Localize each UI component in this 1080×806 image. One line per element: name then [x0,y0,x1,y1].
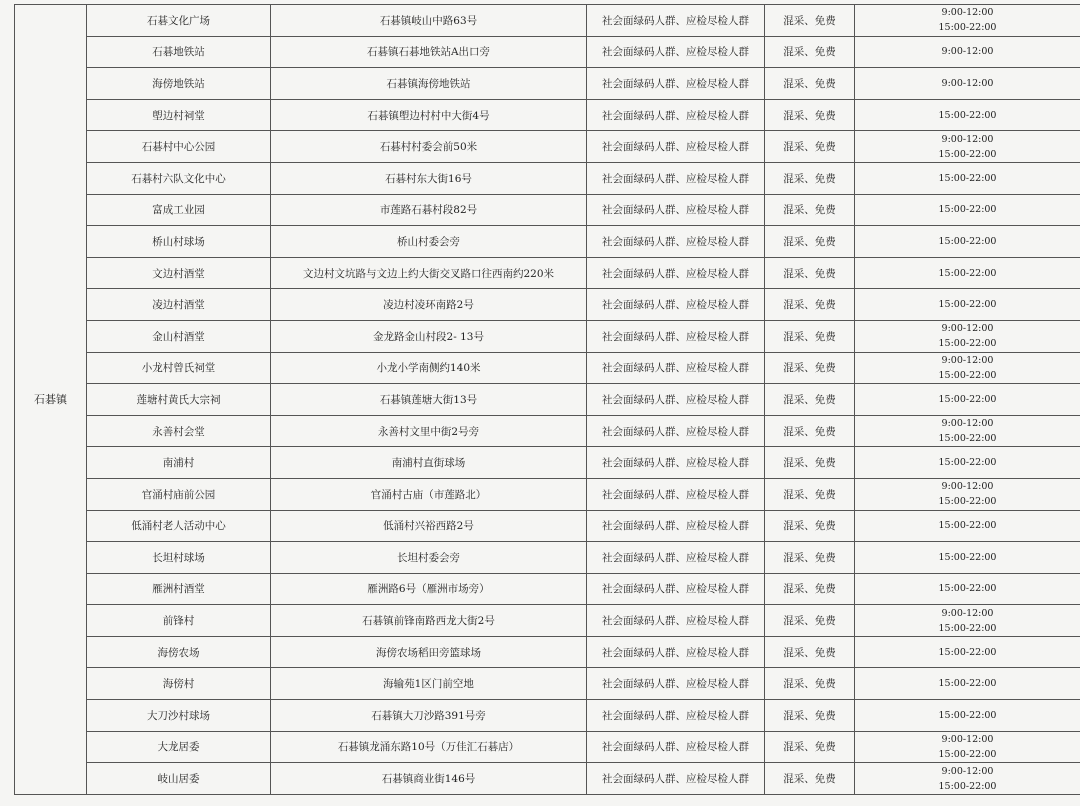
table-row [15,636,1080,668]
target-group-cell: 社会面绿码人群、应检尽检人群 [587,636,765,668]
table-row [15,289,1080,321]
sampling-type-cell: 混采、免费 [765,478,855,510]
time-cell [855,668,1080,700]
sampling-type-cell: 混采、免费 [765,415,855,447]
time-cell [855,257,1080,289]
table-row [15,573,1080,605]
table-row [15,68,1080,100]
time-slot: 9:00-12:00 [941,77,994,89]
time-slot: 9:00-12:00 [941,323,994,335]
site-name-cell: 永善村会堂 [87,415,271,447]
time-slot: 15:00-22:00 [938,433,997,445]
site-name-cell: 岐山居委 [87,763,271,795]
time-slot: 15:00-22:00 [938,299,997,311]
site-name-cell: 海傍地铁站 [87,68,271,100]
time-cell [855,194,1080,226]
time-cell [855,320,1080,352]
time-cell [855,384,1080,416]
site-name-cell: 塱边村祠堂 [87,99,271,131]
address-cell: 雁洲路6号（雁洲市场旁） [271,573,587,605]
sampling-type-cell: 混采、免费 [765,763,855,795]
address-cell: 南浦村直街球场 [271,447,587,479]
target-group-cell: 社会面绿码人群、应检尽检人群 [587,415,765,447]
time-slot: 15:00-22:00 [938,148,997,160]
time-slot: 15:00-22:00 [938,109,997,121]
town-cell: 石碁镇 [15,5,87,795]
target-group-cell: 社会面绿码人群、应检尽检人群 [587,510,765,542]
sampling-type-cell: 混采、免费 [765,320,855,352]
target-group-cell: 社会面绿码人群、应检尽检人群 [587,320,765,352]
table-row [15,700,1080,732]
time-slot: 15:00-22:00 [938,172,997,184]
sampling-type-cell: 混采、免费 [765,99,855,131]
table-row [15,99,1080,131]
site-name-cell: 海傍农场 [87,636,271,668]
table-row [15,320,1080,352]
sampling-type-cell: 混采、免费 [765,636,855,668]
target-group-cell: 社会面绿码人群、应检尽检人群 [587,542,765,574]
address-cell: 石碁镇海傍地铁站 [271,68,587,100]
time-slot: 9:00-12:00 [941,765,994,777]
site-name-cell: 长坦村球场 [87,542,271,574]
site-name-cell: 石碁村中心公园 [87,131,271,163]
target-group-cell: 社会面绿码人群、应检尽检人群 [587,257,765,289]
time-slot: 15:00-22:00 [938,622,997,634]
time-cell [855,700,1080,732]
address-cell: 市莲路石碁村段82号 [271,194,587,226]
time-slot: 15:00-22:00 [938,204,997,216]
target-group-cell: 社会面绿码人群、应检尽检人群 [587,384,765,416]
target-group-cell: 社会面绿码人群、应检尽检人群 [587,605,765,637]
time-slot: 15:00-22:00 [938,267,997,279]
table-row [15,257,1080,289]
target-group-cell: 社会面绿码人群、应检尽检人群 [587,731,765,763]
time-slot: 15:00-22:00 [938,235,997,247]
time-cell [855,36,1080,68]
table-row [15,763,1080,795]
time-slot: 9:00-12:00 [941,733,994,745]
target-group-cell: 社会面绿码人群、应检尽检人群 [587,447,765,479]
sampling-type-cell: 混采、免费 [765,257,855,289]
sampling-type-cell: 混采、免费 [765,510,855,542]
time-slot: 9:00-12:00 [941,607,994,619]
time-cell [855,478,1080,510]
sampling-type-cell: 混采、免费 [765,352,855,384]
target-group-cell: 社会面绿码人群、应检尽检人群 [587,289,765,321]
time-slot: 15:00-22:00 [938,457,997,469]
address-cell: 石碁镇塱边村村中大街4号 [271,99,587,131]
sampling-type-cell: 混采、免费 [765,131,855,163]
target-group-cell: 社会面绿码人群、应检尽检人群 [587,162,765,194]
time-slot: 15:00-22:00 [938,646,997,658]
target-group-cell: 社会面绿码人群、应检尽检人群 [587,700,765,732]
site-name-cell: 石碁文化广场 [87,5,271,37]
address-cell: 石碁镇石碁地铁站A出口旁 [271,36,587,68]
time-cell [855,99,1080,131]
table-row [15,162,1080,194]
table-row [15,447,1080,479]
site-name-cell: 石碁地铁站 [87,36,271,68]
time-slot: 15:00-22:00 [938,369,997,381]
site-name-cell: 凌边村酒堂 [87,289,271,321]
time-slot: 15:00-22:00 [938,338,997,350]
target-group-cell: 社会面绿码人群、应检尽检人群 [587,352,765,384]
target-group-cell: 社会面绿码人群、应检尽检人群 [587,573,765,605]
table-row [15,668,1080,700]
time-slot: 15:00-22:00 [938,748,997,760]
sampling-type-cell: 混采、免费 [765,542,855,574]
testing-sites-table [14,4,1080,795]
address-cell: 海傍农场稻田旁篮球场 [271,636,587,668]
target-group-cell: 社会面绿码人群、应检尽检人群 [587,36,765,68]
address-cell: 石碁镇莲塘大街13号 [271,384,587,416]
sampling-type-cell: 混采、免费 [765,194,855,226]
site-name-cell: 桥山村球场 [87,226,271,258]
time-slot: 15:00-22:00 [938,393,997,405]
time-slot: 9:00-12:00 [941,133,994,145]
table-row [15,226,1080,258]
time-slot: 15:00-22:00 [938,583,997,595]
address-cell: 石碁镇商业街146号 [271,763,587,795]
time-cell [855,352,1080,384]
time-cell [855,68,1080,100]
time-cell [855,605,1080,637]
sampling-type-cell: 混采、免费 [765,289,855,321]
sampling-type-cell: 混采、免费 [765,573,855,605]
table-row [15,415,1080,447]
target-group-cell: 社会面绿码人群、应检尽检人群 [587,5,765,37]
sampling-type-cell: 混采、免费 [765,384,855,416]
time-cell [855,731,1080,763]
time-cell [855,415,1080,447]
address-cell: 文边村文坑路与文边上约大街交叉路口往西南约220米 [271,257,587,289]
time-cell [855,131,1080,163]
site-name-cell: 富成工业园 [87,194,271,226]
sampling-type-cell: 混采、免费 [765,731,855,763]
time-slot: 9:00-12:00 [941,7,994,19]
address-cell: 长坦村委会旁 [271,542,587,574]
time-cell [855,763,1080,795]
site-name-cell: 莲塘村黄氏大宗祠 [87,384,271,416]
site-name-cell: 大刀沙村球场 [87,700,271,732]
time-cell [855,289,1080,321]
site-name-cell: 低涌村老人活动中心 [87,510,271,542]
address-cell: 凌边村凌环南路2号 [271,289,587,321]
site-name-cell: 文边村酒堂 [87,257,271,289]
sampling-type-cell: 混采、免费 [765,162,855,194]
table-row [15,542,1080,574]
target-group-cell: 社会面绿码人群、应检尽检人群 [587,131,765,163]
target-group-cell: 社会面绿码人群、应检尽检人群 [587,668,765,700]
time-slot: 9:00-12:00 [941,481,994,493]
address-cell: 低涌村兴裕西路2号 [271,510,587,542]
target-group-cell: 社会面绿码人群、应检尽检人群 [587,478,765,510]
time-cell [855,510,1080,542]
address-cell: 金龙路金山村段2- 13号 [271,320,587,352]
site-name-cell: 小龙村曾氏祠堂 [87,352,271,384]
time-cell [855,573,1080,605]
target-group-cell: 社会面绿码人群、应检尽检人群 [587,226,765,258]
site-name-cell: 官涌村庙前公园 [87,478,271,510]
address-cell: 石碁村东大街16号 [271,162,587,194]
table-row [15,478,1080,510]
time-slot: 15:00-22:00 [938,709,997,721]
time-slot: 15:00-22:00 [938,520,997,532]
table-row [15,194,1080,226]
table-row [15,384,1080,416]
sampling-type-cell: 混采、免费 [765,68,855,100]
address-cell: 桥山村委会旁 [271,226,587,258]
sampling-type-cell: 混采、免费 [765,226,855,258]
address-cell: 小龙小学南侧约140米 [271,352,587,384]
table-row [15,352,1080,384]
time-slot: 15:00-22:00 [938,678,997,690]
site-name-cell: 雁洲村酒堂 [87,573,271,605]
time-slot: 15:00-22:00 [938,496,997,508]
target-group-cell: 社会面绿码人群、应检尽检人群 [587,99,765,131]
site-name-cell: 大龙居委 [87,731,271,763]
sampling-type-cell: 混采、免费 [765,700,855,732]
table-row [15,131,1080,163]
time-slot: 9:00-12:00 [941,46,994,58]
time-cell [855,636,1080,668]
time-slot: 9:00-12:00 [941,418,994,430]
table-row [15,36,1080,68]
address-cell: 永善村文里中街2号旁 [271,415,587,447]
table-row [15,510,1080,542]
site-name-cell: 金山村酒堂 [87,320,271,352]
sampling-type-cell: 混采、免费 [765,447,855,479]
address-cell: 海输苑1区门前空地 [271,668,587,700]
time-slot: 9:00-12:00 [941,354,994,366]
table-row [15,731,1080,763]
site-name-cell: 南浦村 [87,447,271,479]
table-row [15,5,1080,37]
address-cell: 石碁镇岐山中路63号 [271,5,587,37]
time-slot: 15:00-22:00 [938,22,997,34]
sampling-type-cell: 混采、免费 [765,36,855,68]
site-name-cell: 前锋村 [87,605,271,637]
time-slot: 15:00-22:00 [938,551,997,563]
sampling-type-cell: 混采、免费 [765,668,855,700]
sampling-type-cell: 混采、免费 [765,605,855,637]
time-cell [855,447,1080,479]
site-name-cell: 海傍村 [87,668,271,700]
address-cell: 石碁镇前锋南路西龙大街2号 [271,605,587,637]
address-cell: 石碁村村委会前50米 [271,131,587,163]
table-row [15,605,1080,637]
time-cell [855,226,1080,258]
address-cell: 石碁镇大刀沙路391号旁 [271,700,587,732]
sampling-type-cell: 混采、免费 [765,5,855,37]
target-group-cell: 社会面绿码人群、应检尽检人群 [587,194,765,226]
target-group-cell: 社会面绿码人群、应检尽检人群 [587,763,765,795]
target-group-cell: 社会面绿码人群、应检尽检人群 [587,68,765,100]
address-cell: 官涌村古庙（市莲路北） [271,478,587,510]
site-name-cell: 石碁村六队文化中心 [87,162,271,194]
time-cell [855,162,1080,194]
time-slot: 15:00-22:00 [938,780,997,792]
time-cell [855,5,1080,37]
address-cell: 石碁镇龙涌东路10号（万佳汇石碁店） [271,731,587,763]
time-cell [855,542,1080,574]
table-body [15,5,1080,795]
